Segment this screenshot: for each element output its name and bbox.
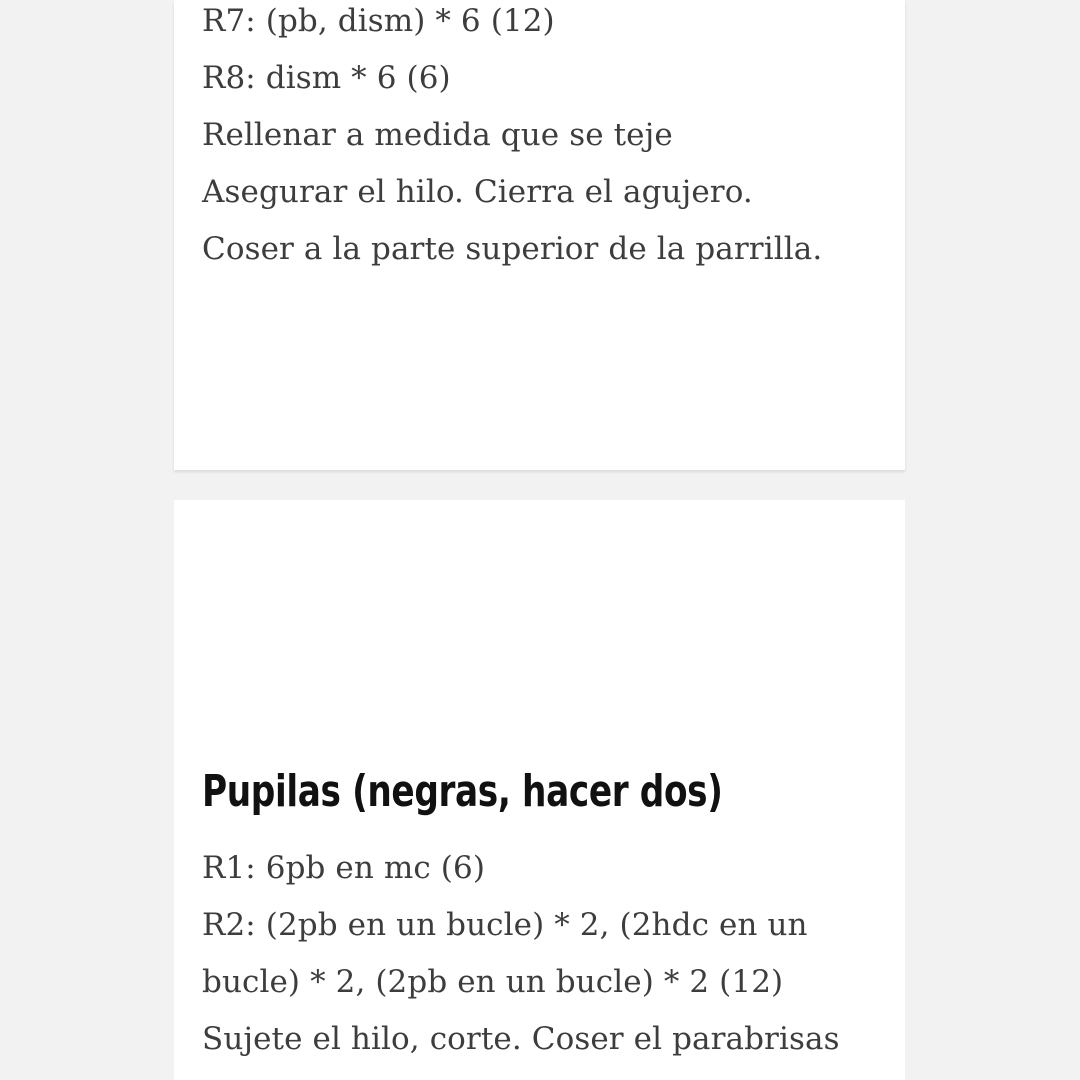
instruction-line: Sujete el hilo, corte. Coser el parabrisas — [202, 1021, 840, 1057]
instruction-line: Rellenar a medida que se teje — [202, 117, 673, 153]
instructions-text — [202, 840, 885, 1068]
instruction-line: R7: (pb, dism) * 6 (12) — [202, 3, 555, 39]
content-card-top — [174, 0, 905, 470]
instruction-line: R1: 6pb en mc (6) — [202, 850, 486, 886]
instruction-line: R2: (2pb en un bucle) * 2, (2hdc en un — [202, 907, 808, 943]
instructions-text — [202, 0, 885, 278]
section-heading: Pupilas (negras, hacer dos) — [202, 766, 723, 817]
instruction-line: Coser a la parte superior de la parrilla. — [202, 231, 823, 267]
content-card-bottom — [174, 500, 905, 1080]
instruction-line: Asegurar el hilo. Cierra el agujero. — [202, 174, 753, 210]
instruction-line: R8: dism * 6 (6) — [202, 60, 451, 96]
instruction-line: bucle) * 2, (2pb en un bucle) * 2 (12) — [202, 964, 784, 1000]
